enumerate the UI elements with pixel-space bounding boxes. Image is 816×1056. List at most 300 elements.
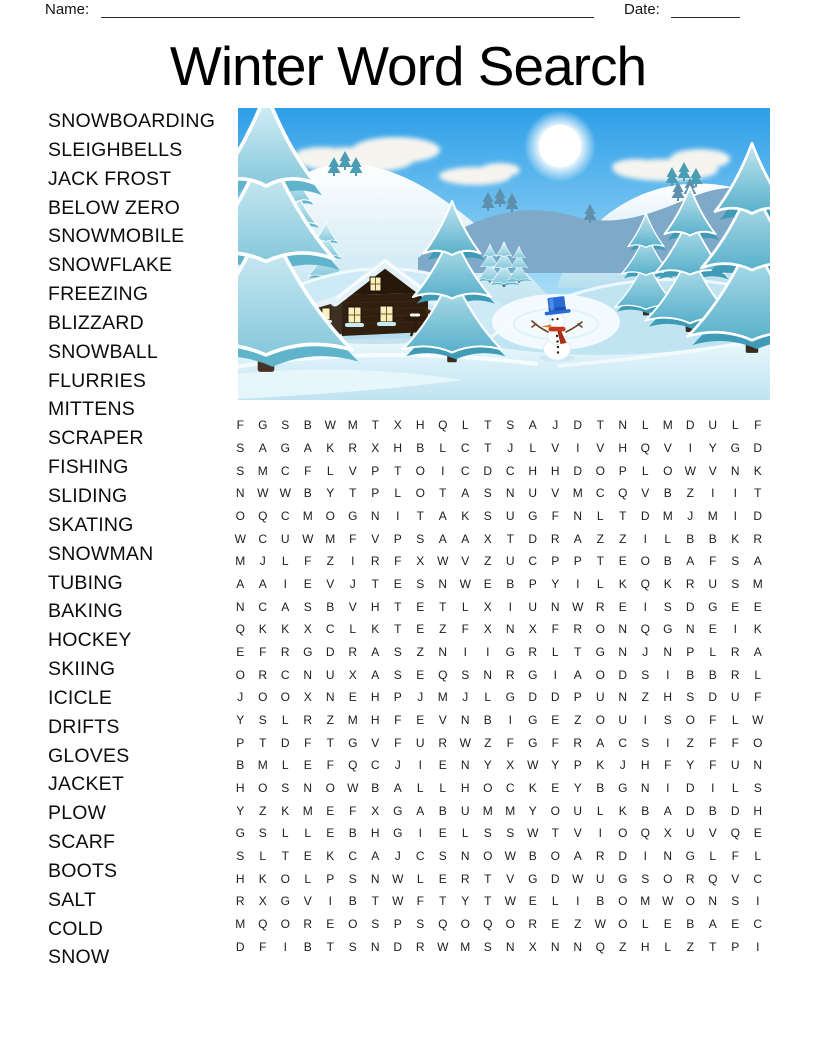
grid-letter: K: [326, 440, 335, 455]
grid-letter: U: [708, 418, 718, 433]
grid-letter: A: [236, 576, 245, 591]
grid-letter: S: [731, 894, 740, 909]
grid-letter: G: [528, 508, 538, 523]
grid-letter: U: [505, 554, 515, 569]
grid-letter: F: [709, 554, 717, 569]
grid-letter: R: [280, 644, 290, 659]
grid-letter: A: [596, 735, 605, 750]
word-list-item: SLIDING: [48, 484, 128, 507]
word-list-item: BAKING: [48, 600, 123, 623]
grid-letter: C: [280, 463, 290, 478]
word-list-item: SKATING: [48, 513, 134, 536]
grid-letter: A: [438, 508, 447, 523]
grid-letter: D: [235, 939, 245, 954]
grid-letter: P: [326, 871, 335, 886]
grid-letter: U: [573, 803, 583, 818]
grid-letter: H: [618, 440, 628, 455]
grid-letter: T: [416, 508, 424, 523]
grid-letter: Y: [461, 894, 470, 909]
grid-letter: M: [302, 508, 313, 523]
page-title: Winter Word Search: [169, 35, 647, 97]
grid-letter: Q: [708, 871, 718, 886]
grid-letter: U: [528, 486, 538, 501]
grid-letter: M: [257, 758, 268, 773]
grid-letter: T: [394, 599, 402, 614]
grid-letter: A: [258, 576, 267, 591]
grid-letter: V: [506, 871, 515, 886]
grid-letter: N: [550, 939, 560, 954]
grid-letter: X: [528, 939, 537, 954]
grid-letter: X: [348, 667, 357, 682]
grid-letter: X: [303, 690, 312, 705]
grid-letter: Z: [619, 939, 627, 954]
grid-letter: R: [753, 531, 763, 546]
grid-letter: R: [595, 599, 605, 614]
word-list-item: COLD: [48, 917, 103, 940]
grid-letter: T: [484, 894, 492, 909]
grid-letter: F: [664, 758, 672, 773]
word-list-item: BLIZZARD: [48, 311, 144, 334]
grid-letter: H: [550, 463, 560, 478]
grid-letter: D: [685, 599, 695, 614]
grid-letter: P: [573, 554, 582, 569]
word-list-item: SCARF: [48, 831, 116, 854]
grid-letter: J: [394, 848, 401, 863]
grid-letter: T: [506, 531, 514, 546]
grid-letter: F: [304, 735, 312, 750]
grid-letter: O: [595, 622, 605, 637]
grid-letter: U: [460, 803, 470, 818]
grid-letter: Y: [686, 758, 695, 773]
grid-letter: J: [687, 508, 694, 523]
grid-letter: I: [486, 644, 490, 659]
grid-letter: F: [259, 644, 267, 659]
grid-letter: D: [618, 848, 628, 863]
grid-letter: C: [415, 848, 425, 863]
grid-letter: T: [259, 735, 267, 750]
grid-letter: B: [663, 486, 672, 501]
grid-letter: E: [303, 758, 312, 773]
grid-letter: R: [460, 871, 470, 886]
grid-letter: H: [663, 690, 673, 705]
word-list-item: DRIFTS: [48, 715, 120, 738]
grid-letter: C: [528, 554, 538, 569]
grid-letter: F: [394, 712, 402, 727]
grid-letter: T: [596, 554, 604, 569]
grid-letter: Y: [236, 803, 245, 818]
grid-letter: I: [643, 599, 647, 614]
grid-letter: I: [733, 622, 737, 637]
grid-letter: K: [663, 576, 672, 591]
grid-letter: I: [553, 667, 557, 682]
grid-letter: Q: [438, 418, 448, 433]
word-list-item: FREEZING: [48, 283, 149, 306]
grid-letter: B: [708, 531, 717, 546]
grid-letter: P: [573, 690, 582, 705]
grid-letter: D: [573, 418, 583, 433]
grid-letter: Z: [484, 735, 492, 750]
grid-letter: D: [685, 780, 695, 795]
grid-letter: N: [460, 848, 470, 863]
grid-letter: S: [663, 712, 672, 727]
grid-letter: U: [618, 712, 628, 727]
grid-letter: F: [709, 735, 717, 750]
grid-letter: L: [281, 712, 289, 727]
grid-letter: I: [576, 894, 580, 909]
grid-letter: J: [349, 576, 356, 591]
grid-letter: X: [528, 622, 537, 637]
grid-letter: L: [731, 780, 739, 795]
grid-letter: D: [573, 463, 583, 478]
grid-letter: B: [371, 780, 380, 795]
grid-letter: E: [551, 780, 560, 795]
grid-letter: O: [483, 848, 493, 863]
grid-letter: I: [463, 644, 467, 659]
grid-letter: P: [371, 463, 380, 478]
grid-letter: H: [460, 780, 470, 795]
grid-letter: F: [551, 508, 559, 523]
word-list-item: HOCKEY: [48, 629, 132, 652]
date-label: Date:: [624, 1, 660, 18]
grid-letter: G: [685, 848, 695, 863]
grid-letter: R: [303, 916, 313, 931]
grid-letter: V: [303, 894, 312, 909]
grid-letter: R: [595, 848, 605, 863]
grid-letter: R: [528, 916, 538, 931]
grid-letter: U: [325, 667, 335, 682]
grid-letter: Z: [686, 735, 694, 750]
grid-letter: P: [393, 531, 402, 546]
grid-letter: E: [438, 826, 447, 841]
grid-letter: O: [258, 690, 268, 705]
grid-letter: B: [528, 848, 537, 863]
grid-letter: E: [236, 644, 245, 659]
grid-letter: O: [325, 780, 335, 795]
grid-letter: S: [506, 418, 515, 433]
grid-letter: P: [573, 758, 582, 773]
grid-letter: R: [550, 531, 560, 546]
grid-letter: Z: [484, 554, 492, 569]
grid-letter: S: [303, 599, 312, 614]
grid-letter: L: [461, 418, 469, 433]
grid-letter: J: [417, 690, 424, 705]
grid-letter: T: [709, 939, 717, 954]
grid-letter: O: [618, 826, 628, 841]
grid-letter: T: [439, 599, 447, 614]
grid-letter: N: [573, 939, 583, 954]
grid-letter: K: [528, 780, 537, 795]
grid-letter: B: [641, 803, 650, 818]
grid-letter: W: [324, 418, 336, 433]
grid-letter: H: [753, 803, 763, 818]
grid-letter: E: [618, 599, 627, 614]
grid-letter: S: [281, 418, 290, 433]
grid-letter: A: [461, 486, 470, 501]
grid-letter: S: [236, 848, 245, 863]
grid-letter: N: [460, 712, 470, 727]
grid-letter: L: [281, 826, 289, 841]
grid-letter: C: [460, 440, 470, 455]
grid-letter: S: [258, 712, 267, 727]
grid-letter: L: [529, 440, 537, 455]
grid-letter: E: [326, 916, 335, 931]
grid-letter: G: [235, 826, 245, 841]
grid-letter: I: [576, 440, 580, 455]
grid-letter: T: [371, 894, 379, 909]
grid-letter: L: [551, 894, 559, 909]
word-list-item: BELOW ZERO: [48, 196, 181, 219]
grid-letter: P: [236, 735, 245, 750]
grid-letter: T: [349, 486, 357, 501]
grid-letter: A: [303, 440, 312, 455]
grid-letter: B: [438, 803, 447, 818]
grid-letter: C: [595, 486, 605, 501]
grid-letter: A: [371, 667, 380, 682]
grid-letter: N: [483, 667, 493, 682]
grid-letter: K: [618, 576, 627, 591]
grid-letter: E: [416, 667, 425, 682]
word-list-item: SNOWBALL: [48, 340, 158, 363]
grid-letter: O: [415, 463, 425, 478]
grid-letter: V: [573, 826, 582, 841]
grid-letter: Z: [326, 554, 334, 569]
grid-letter: T: [596, 418, 604, 433]
grid-letter: G: [348, 735, 358, 750]
grid-letter: W: [504, 848, 516, 863]
grid-letter: O: [685, 712, 695, 727]
grid-letter: M: [662, 508, 673, 523]
grid-letter: D: [640, 508, 650, 523]
grid-letter: Q: [483, 916, 493, 931]
grid-letter: V: [551, 486, 560, 501]
grid-letter: F: [326, 758, 334, 773]
grid-letter: W: [504, 894, 516, 909]
word-list-item: FISHING: [48, 456, 129, 479]
grid-letter: D: [685, 418, 695, 433]
grid-letter: F: [754, 690, 762, 705]
grid-letter: J: [259, 554, 266, 569]
grid-letter: L: [709, 644, 717, 659]
grid-letter: S: [641, 871, 650, 886]
grid-letter: O: [280, 916, 290, 931]
grid-letter: O: [415, 486, 425, 501]
word-list: [48, 107, 233, 972]
grid-letter: D: [483, 463, 493, 478]
grid-letter: O: [235, 508, 245, 523]
grid-letter: H: [415, 418, 425, 433]
grid-letter: N: [753, 758, 763, 773]
grid-letter: A: [528, 418, 537, 433]
grid-letter: W: [572, 599, 584, 614]
grid-letter: A: [753, 644, 762, 659]
grid-letter: M: [662, 418, 673, 433]
grid-letter: A: [573, 848, 582, 863]
grid-letter: O: [595, 712, 605, 727]
grid-letter: T: [619, 508, 627, 523]
grid-letter: E: [483, 576, 492, 591]
grid-letter: M: [257, 463, 268, 478]
grid-letter: A: [281, 599, 290, 614]
grid-letter: V: [438, 712, 447, 727]
grid-letter: Y: [483, 758, 492, 773]
word-list-item: SKIING: [48, 658, 116, 681]
grid-letter: W: [459, 576, 471, 591]
grid-letter: Y: [551, 758, 560, 773]
grid-letter: Z: [641, 690, 649, 705]
grid-letter: P: [393, 916, 402, 931]
word-list-item: GLOVES: [48, 744, 130, 767]
grid-letter: W: [392, 871, 404, 886]
grid-letter: N: [573, 508, 583, 523]
grid-letter: C: [505, 780, 515, 795]
word-list-item: JACKET: [48, 773, 124, 796]
grid-letter: W: [527, 826, 539, 841]
grid-letter: O: [595, 463, 605, 478]
grid-letter: P: [618, 463, 627, 478]
word-list-item: SNOWBOARDING: [48, 110, 216, 132]
grid-letter: E: [753, 826, 762, 841]
grid-letter: E: [416, 712, 425, 727]
grid-letter: P: [393, 690, 402, 705]
winter-scene-svg: [238, 108, 770, 400]
grid-letter: N: [618, 644, 628, 659]
grid-letter: E: [731, 599, 740, 614]
grid-letter: C: [258, 531, 268, 546]
grid-letter: B: [596, 780, 605, 795]
grid-letter: S: [686, 690, 695, 705]
grid-letter: W: [594, 916, 606, 931]
grid-letter: O: [618, 894, 628, 909]
grid-letter: W: [437, 939, 449, 954]
grid-letter: B: [686, 667, 695, 682]
grid-letter: O: [550, 803, 560, 818]
grid-letter: E: [326, 803, 335, 818]
grid-letter: F: [551, 622, 559, 637]
grid-letter: W: [347, 780, 359, 795]
grid-letter: I: [643, 712, 647, 727]
grid-letter: S: [483, 508, 492, 523]
grid-letter: F: [709, 712, 717, 727]
grid-letter: R: [730, 644, 740, 659]
grid-letter: Q: [235, 622, 245, 637]
grid-letter: W: [437, 554, 449, 569]
grid-letter: L: [596, 803, 604, 818]
grid-letter: Z: [686, 939, 694, 954]
grid-letter: N: [438, 644, 448, 659]
grid-letter: J: [619, 758, 626, 773]
word-list-item: SNOWFLAKE: [48, 254, 173, 277]
grid-letter: E: [708, 622, 717, 637]
word-list-item: PLOW: [48, 802, 107, 825]
grid-letter: V: [461, 554, 470, 569]
grid-letter: S: [393, 644, 402, 659]
grid-letter: W: [752, 712, 764, 727]
grid-letter: N: [685, 622, 695, 637]
grid-letter: L: [394, 486, 402, 501]
grid-letter: H: [640, 758, 650, 773]
word-list-item: BOOTS: [48, 859, 118, 882]
grid-letter: L: [731, 712, 739, 727]
grid-letter: S: [731, 554, 740, 569]
grid-letter: S: [731, 576, 740, 591]
grid-letter: L: [281, 758, 289, 773]
date-fill-line[interactable]: [671, 2, 740, 18]
grid-letter: R: [505, 667, 515, 682]
grid-letter: Y: [236, 712, 245, 727]
grid-letter: T: [754, 486, 762, 501]
grid-letter: Z: [596, 531, 604, 546]
grid-letter: K: [281, 622, 290, 637]
grid-letter: A: [753, 554, 762, 569]
grid-letter: P: [371, 486, 380, 501]
grid-letter: T: [371, 418, 379, 433]
grid-letter: I: [441, 463, 445, 478]
grid-letter: G: [303, 644, 313, 659]
grid-letter: V: [708, 463, 717, 478]
grid-letter: N: [708, 894, 718, 909]
grid-letter: U: [595, 690, 605, 705]
grid-letter: B: [416, 440, 425, 455]
grid-letter: L: [304, 871, 312, 886]
grid-letter: W: [234, 531, 246, 546]
grid-letter: U: [730, 758, 740, 773]
grid-letter: N: [618, 418, 628, 433]
grid-letter: L: [439, 440, 447, 455]
grid-letter: I: [283, 939, 287, 954]
grid-letter: B: [483, 712, 492, 727]
grid-letter: B: [303, 486, 312, 501]
name-fill-line[interactable]: [101, 2, 594, 18]
grid-letter: M: [482, 803, 493, 818]
grid-letter: A: [393, 780, 402, 795]
grid-letter: U: [280, 531, 290, 546]
grid-letter: M: [505, 803, 516, 818]
grid-letter: I: [666, 735, 670, 750]
grid-letter: I: [351, 554, 355, 569]
grid-letter: G: [505, 690, 515, 705]
grid-letter: X: [371, 440, 380, 455]
grid-letter: I: [733, 486, 737, 501]
grid-letter: A: [686, 554, 695, 569]
grid-letter: F: [709, 758, 717, 773]
grid-letter: S: [641, 667, 650, 682]
grid-letter: W: [302, 531, 314, 546]
grid-letter: H: [235, 780, 245, 795]
grid-letter: G: [280, 440, 290, 455]
grid-letter: A: [663, 803, 672, 818]
grid-letter: M: [640, 894, 651, 909]
grid-letter: F: [394, 735, 402, 750]
grid-letter: K: [326, 848, 335, 863]
grid-letter: F: [754, 418, 762, 433]
grid-letter: D: [685, 803, 695, 818]
grid-letter: O: [753, 735, 763, 750]
grid-letter: S: [236, 440, 245, 455]
grid-letter: G: [280, 894, 290, 909]
grid-letter: U: [505, 508, 515, 523]
grid-letter: W: [527, 758, 539, 773]
grid-letter: Z: [259, 803, 267, 818]
grid-letter: N: [235, 599, 245, 614]
grid-letter: K: [281, 803, 290, 818]
grid-letter: E: [348, 690, 357, 705]
grid-letter: Q: [258, 508, 268, 523]
grid-letter: O: [595, 667, 605, 682]
grid-letter: X: [483, 599, 492, 614]
grid-letter: X: [483, 531, 492, 546]
word-list-item: SNOWMAN: [48, 542, 154, 565]
grid-letter: Y: [708, 440, 717, 455]
